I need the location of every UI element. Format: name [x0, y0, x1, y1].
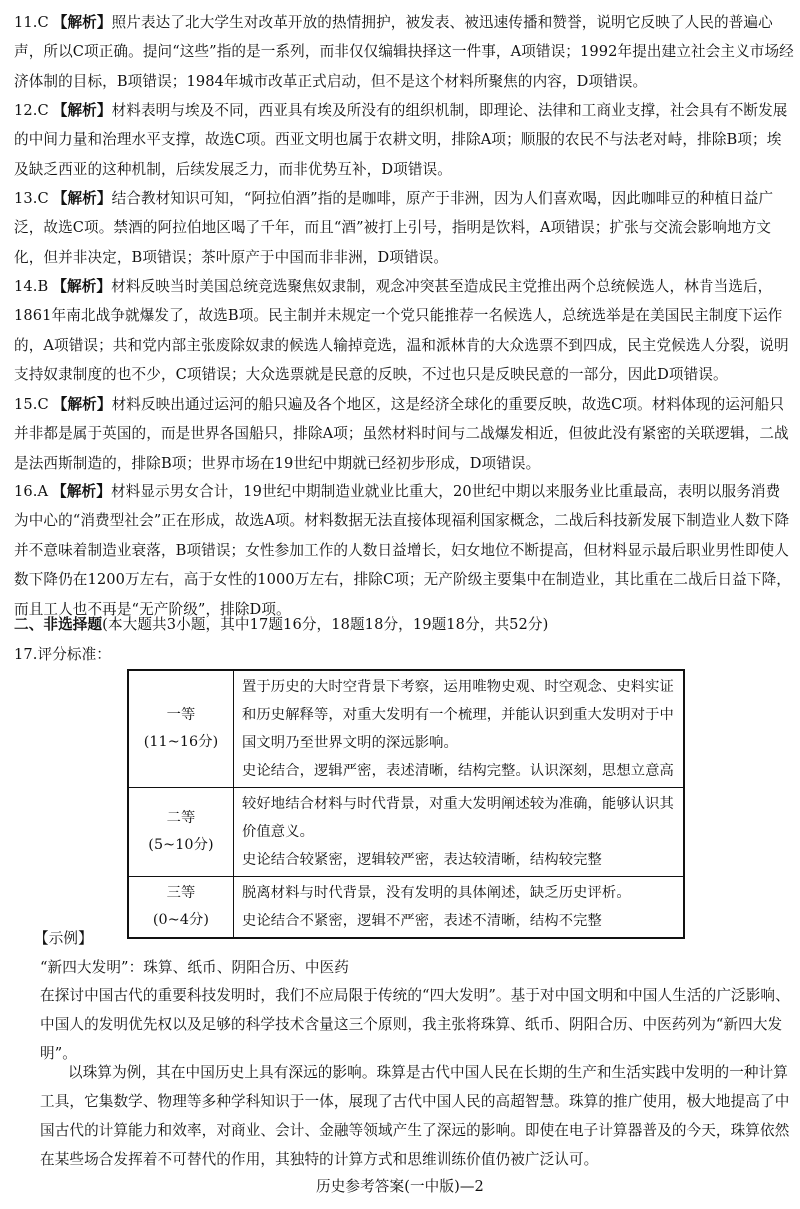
analysis-text: 材料显示男女合计，19世纪中期制造业就业比重大，20世纪中期以来服务业比重最高，表明以服务消费为中心的“消费型社会”正在形成，故选A项。材料数据无法直接体现福利国家概念，二战后科技新发展下制造业人数下降并不意味着制造业衰落，B项错误；女性参加工作的人数日益增长，妇女地位不断提高，但材料显示最后职业男性即使人数下降仍在1200万左右，高于女性的1000万左右，排除C项；无产阶级主要集中在制造业，其比重在二战后日益下降，而且工人也不再是“无产阶级”，排除D项。	[14, 483, 791, 618]
question-number: 16.	[14, 483, 38, 500]
grading-table	[127, 669, 685, 939]
grade-level-cell	[128, 877, 234, 939]
question-number: 12.	[14, 102, 38, 119]
grade-row	[128, 788, 684, 877]
example-title: “新四大发明”：珠算、纸币、阴阳合历、中医药	[40, 959, 349, 976]
example-heading: 【示例】	[34, 930, 93, 947]
answer-item-12	[14, 96, 794, 184]
grade-expression: 史论结合较紧密，逻辑较严密，表达较清晰，结构较完整	[242, 852, 602, 868]
answer-letter: A	[37, 483, 49, 500]
analysis-text: 材料表明与埃及不同，西亚具有埃及所没有的组织机制，即理论、法律和工商业支撑，社会具有不断发展的中间力量和治理水平支撑，故选C项。西亚文明也属于农耕文明，排除A项；顺服的农民不与法老对峙，排除B项；埃及缺乏西亚的这种机制，后续发展乏力，而非优势互补，D项错误。	[14, 102, 788, 178]
grade-level: 二等	[166, 810, 196, 826]
grade-description-cell	[234, 788, 685, 877]
grade-description-cell	[234, 877, 685, 939]
question-number: 14.	[14, 278, 38, 295]
answer-letter: C	[37, 190, 49, 207]
question-number: 15.	[14, 396, 38, 413]
answer-letter: C	[37, 14, 49, 31]
answer-item-13	[14, 184, 794, 272]
grade-score: (5~10分)	[148, 837, 214, 853]
grade-expression: 史论结合不紧密，逻辑不严密，表述不清晰，结构不完整	[242, 913, 602, 929]
section-title: 二、非选择题	[14, 616, 103, 633]
grade-criteria: 置于历史的大时空背景下考察，运用唯物史观、时空观念、史料实证和历史解释等，对重大发明有一个梳理，并能认识到重大发明对于中国文明乃至世界文明的深远影响。	[242, 679, 674, 751]
grade-criteria: 较好地结合材料与时代背景，对重大发明阐述较为准确，能够认识其价值意义。	[242, 796, 674, 840]
example-paragraph-2: 以珠算为例，其在中国历史上具有深远的影响。珠算是古代中国人民在长期的生产和生活实践中发明的一种计算工具，它集数学、物理等多种学科知识于一体，展现了古代中国人民的高超智慧。珠算的推广使用，极大地提高了中国古代的计算能力和效率，对商业、会计、金融等领域产生了深远的影响。即使在电子计算器普及的今天，珠算依然在某些场合发挥着不可替代的作用，其独特的计算方式和思维训练价值仍被广泛认可。	[40, 1064, 790, 1168]
grade-level: 三等	[166, 885, 196, 901]
answer-item-15	[14, 390, 794, 478]
analysis-text: 结合教材知识可知，“阿拉伯酒”指的是咖啡，原产于非洲，因为人们喜欢喝，因此咖啡豆的种植日益广泛，故选C项。禁酒的阿拉伯地区喝了千年，而且“酒”被打上引号，指明是饮料，A项错误；扩张与交流会影响地方文化，但并非决定，B项错误；茶叶原产于中国而非非洲，D项错误。	[14, 190, 774, 266]
answer-item-11	[14, 8, 794, 96]
grade-level: 一等	[166, 707, 196, 723]
grade-score: (0~4分)	[152, 912, 210, 928]
analysis-tag: 【解析】	[52, 278, 112, 295]
analysis-tag: 【解析】	[52, 14, 112, 31]
grade-level-cell	[128, 670, 234, 788]
grade-description-cell	[234, 670, 685, 788]
grade-row	[128, 877, 684, 939]
answer-letter: C	[37, 102, 49, 119]
analysis-tag: 【解析】	[52, 190, 112, 207]
section-note: (本大题共3小题，其中17题16分，18题18分，19题18分，共52分)	[102, 616, 549, 633]
answer-letter: B	[37, 278, 49, 295]
example-paragraph-1: 在探讨中国古代的重要科技发明时，我们不应局限于传统的“四大发明”。基于对中国文明和中国人生活的广泛影响、中国人的发明优先权以及足够的科学技术含量这三个原则，我主张将珠算、纸币、阴阳合历、中医药列为“新四大发明”。	[40, 987, 790, 1062]
grade-criteria: 脱离材料与时代背景，没有发明的具体阐述，缺乏历史评析。	[242, 885, 631, 901]
section-heading	[14, 611, 548, 639]
analysis-tag: 【解析】	[52, 483, 111, 500]
grade-row	[128, 670, 684, 788]
question-number: 11.	[14, 14, 38, 31]
grade-level-cell	[128, 788, 234, 877]
page-footer: 历史参考答案(一中版)—2	[316, 1178, 484, 1195]
grade-expression: 史论结合，逻辑严密，表述清晰，结构完整。认识深刻，思想立意高	[242, 763, 674, 779]
analysis-text: 照片表达了北大学生对改革开放的热情拥护，被发表、被迅速传播和赞誉，说明它反映了人民的普遍心声，所以C项正确。提问“这些”指的是一系列，而非仅仅编辑抉择这一件事，A项错误；1992年提出建立社会主义市场经济体制的目标，B项错误；1984年城市改革正式启动，但不是这个材料所聚焦的内容，D项错误。	[14, 14, 794, 90]
q17-label: 17.评分标准：	[14, 646, 111, 663]
question-number: 13.	[14, 190, 38, 207]
analysis-tag: 【解析】	[52, 396, 112, 413]
analysis-tag: 【解析】	[52, 102, 112, 119]
answer-item-14	[14, 272, 794, 390]
analysis-text: 材料反映当时美国总统竞选聚焦奴隶制，观念冲突甚至造成民主党推出两个总统候选人，林肯当选后，1861年南北战争就爆发了，故选B项。民主制并未规定一个党只能推荐一名候选人，总统选举是在美国民主制度下运作的，A项错误；共和党内部主张废除奴隶的候选人输掉竞选，温和派林肯的大众选票不到四成，民主党候选人分裂，说明支持奴隶制度的也不少，C项错误；大众选票就是民意的反映，不过也只是反映民意的一部分，因此D项错误。	[14, 278, 789, 384]
grade-score: (11~16分)	[143, 734, 219, 750]
analysis-text: 材料反映出通过运河的船只遍及各个地区，这是经济全球化的重要反映，故选C项。材料体现的运河船只并非都是属于英国的，而是世界各国船只，排除A项；虽然材料时间与二战爆发相近，但彼此没有紧密的关联逻辑，二战是法西斯制造的，排除B项；世界市场在19世纪中期就已经初步形成，D项错误。	[14, 396, 789, 472]
answer-item-16	[14, 477, 794, 624]
answer-letter: C	[37, 396, 49, 413]
